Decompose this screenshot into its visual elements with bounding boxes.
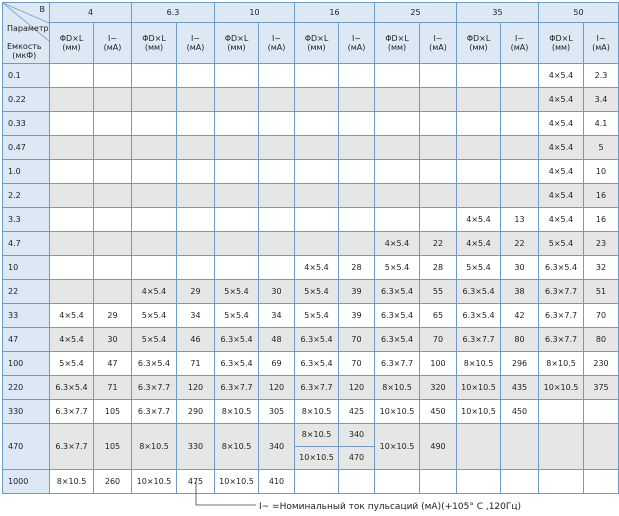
dimension-cell: 6.3×7.7 [295,376,339,400]
current-cell: 30 [94,328,132,352]
dimension-cell [50,208,94,232]
dimension-cell: 4×5.4 [50,328,94,352]
ripple-current-header: I~ (мА) [259,23,295,64]
dimension-header: ΦD×L (мм) [295,23,339,64]
table-row [3,256,619,280]
dimension-cell: 5×5.4 [215,280,259,304]
current-cell [259,160,295,184]
table-row [3,352,619,376]
current-cell: 320 [420,376,457,400]
dimension-cell: 6.3×5.4 [375,280,420,304]
dimension-cell: 5×5.4 [295,280,339,304]
capacitance-cell: 0.22 [3,88,50,112]
current-cell [94,136,132,160]
dimension-cell [375,160,420,184]
current-cell: 435 [501,376,539,400]
current-cell [94,184,132,208]
current-cell: 51 [584,280,619,304]
dimension-cell [132,160,177,184]
current-cell [501,64,539,88]
dimension-cell [132,208,177,232]
current-cell: 30 [501,256,539,280]
footnote-text: I~ =Номинальный ток пульсаций (мА)(+105° C ,120Гц) [259,502,521,512]
dimension-cell [132,232,177,256]
current-cell: 425 [339,400,375,424]
current-cell: 55 [420,280,457,304]
current-cell [501,160,539,184]
dimension-header: ΦD×L (мм) [215,23,259,64]
dimension-cell: 6.3×7.7 [132,400,177,424]
dimension-cell [215,208,259,232]
capacitance-cell: 0.47 [3,136,50,160]
current-cell [339,208,375,232]
current-cell [94,256,132,280]
current-cell [339,160,375,184]
current-cell: 39 [339,304,375,328]
dimension-cell [50,232,94,256]
dimension-cell [132,88,177,112]
dimension-cell: 10×10.5 [457,376,501,400]
dimension-cell [539,400,584,424]
current-cell [339,136,375,160]
dimension-cell: 5×5.4 [215,304,259,328]
dimension-cell [539,424,584,470]
table-row [3,64,619,88]
current-cell: 46 [177,328,215,352]
dimension-cell [215,184,259,208]
dimension-cell [132,136,177,160]
ripple-current-header: I~ (мА) [501,23,539,64]
dimension-cell: 4×5.4 [457,208,501,232]
dimension-cell: 4×5.4 [539,160,584,184]
current-cell [259,256,295,280]
dimension-cell: 4×5.4 [539,64,584,88]
table-row [3,400,619,424]
dimension-cell: 4×5.4 [539,112,584,136]
capacitance-cell: 10 [3,256,50,280]
dimension-cell [457,112,501,136]
footnote-bracket [183,482,263,512]
current-cell: 70 [339,328,375,352]
capacitance-cell: 0.1 [3,64,50,88]
dimension-cell: 4×5.4 [539,184,584,208]
dimension-cell: 8×10.5 [132,424,177,470]
dimension-cell [50,280,94,304]
dimension-cell: 4×5.4 [539,136,584,160]
voltage-header: 6.3 [132,3,215,23]
dimension-cell: 5×5.4 [132,328,177,352]
current-cell: 4.1 [584,112,619,136]
current-cell: 260 [94,470,132,494]
dimension-cell: 10×10.5 [375,424,420,470]
dimension-header: ΦD×L (мм) [132,23,177,64]
dimension-header: ΦD×L (мм) [375,23,420,64]
dimension-cell [50,64,94,88]
dimension-cell: 4×5.4 [295,256,339,280]
current-cell [177,88,215,112]
current-cell: 70 [584,304,619,328]
current-cell: 23 [584,232,619,256]
dimension-cell: 4×5.4 [457,232,501,256]
ripple-current-header: I~ (мА) [584,23,619,64]
dimension-cell [215,64,259,88]
dimension-cell: 6.3×5.4 [539,256,584,280]
current-cell: 3.4 [584,88,619,112]
current-cell [259,64,295,88]
current-cell: 32 [584,256,619,280]
dimension-cell: 10×10.5 [375,400,420,424]
current-cell [339,232,375,256]
dimension-cell: 5×5.4 [132,304,177,328]
capacitance-cell: 220 [3,376,50,400]
current-cell: 5 [584,136,619,160]
current-cell [420,208,457,232]
dimension-cell [215,160,259,184]
dimension-cell: 6.3×7.7 [50,400,94,424]
dimension-cell: 8×10.5 [375,376,420,400]
current-cell: 34 [177,304,215,328]
current-cell: 105 [94,424,132,470]
table-row [3,136,619,160]
current-cell: 100 [420,352,457,376]
current-cell: 296 [501,352,539,376]
ripple-current-header: I~ (мА) [339,23,375,64]
current-cell [177,256,215,280]
dimension-cell: 6.3×5.4 [50,376,94,400]
current-cell: 375 [584,376,619,400]
capacitance-cell: 330 [3,400,50,424]
dimension-cell [295,232,339,256]
current-cell [94,88,132,112]
dimension-cell [375,88,420,112]
dimension-cell: 6.3×5.4 [215,328,259,352]
voltage-header: 50 [539,3,619,23]
current-cell [259,112,295,136]
current-cell: 475 [177,470,215,494]
current-cell: 42 [501,304,539,328]
dimension-cell: 5×5.4 [50,352,94,376]
current-cell [177,136,215,160]
current-cell [339,64,375,88]
current-cell: 65 [420,304,457,328]
dimension-cell [295,136,339,160]
current-cell: 80 [501,328,539,352]
dimension-cell [132,256,177,280]
dimension-cell: 5×5.4 [539,232,584,256]
current-cell: 71 [177,352,215,376]
table-row [3,160,619,184]
ripple-current-header: I~ (мА) [94,23,132,64]
current-cell: 2.3 [584,64,619,88]
current-cell [177,160,215,184]
table-row [3,328,619,352]
current-cell: 16 [584,184,619,208]
header-diagonal-cell [3,3,50,64]
dimension-cell: 8×10.5 [50,470,94,494]
dimension-cell [295,88,339,112]
dimension-cell: 10×10.5 [457,400,501,424]
current-cell: 470 [339,447,375,470]
dimension-cell [215,256,259,280]
dimension-cell: 10×10.5 [539,376,584,400]
current-cell [501,112,539,136]
current-cell [339,88,375,112]
dimension-cell [457,160,501,184]
dimension-cell: 8×10.5 [295,400,339,424]
dimension-cell [375,208,420,232]
current-cell: 28 [420,256,457,280]
dimension-cell [132,112,177,136]
dimension-cell [457,88,501,112]
dimension-cell: 6.3×5.4 [375,328,420,352]
capacitance-cell: 100 [3,352,50,376]
current-cell [420,112,457,136]
dimension-cell: 8×10.5 [215,424,259,470]
current-cell: 80 [584,328,619,352]
dimension-cell [295,160,339,184]
current-cell: 10 [584,160,619,184]
current-cell: 290 [177,400,215,424]
capacitance-cell: 1.0 [3,160,50,184]
current-cell: 69 [259,352,295,376]
current-cell [584,424,619,470]
current-cell: 48 [259,328,295,352]
current-cell: 38 [501,280,539,304]
table-row [3,112,619,136]
current-cell [259,232,295,256]
voltage-header: 25 [375,3,457,23]
dimension-cell [375,184,420,208]
current-cell [584,400,619,424]
dimension-cell: 6.3×7.7 [132,376,177,400]
dimension-cell [295,64,339,88]
dimension-cell [50,88,94,112]
current-cell: 450 [501,400,539,424]
ripple-current-header: I~ (мА) [420,23,457,64]
current-cell [420,64,457,88]
current-cell: 34 [259,304,295,328]
capacitance-cell: 47 [3,328,50,352]
dimension-cell: 6.3×5.4 [132,352,177,376]
current-cell [94,232,132,256]
dimension-cell: 4×5.4 [539,88,584,112]
current-cell: 120 [339,376,375,400]
dimension-cell [132,184,177,208]
dimension-cell: 8×10.5 [539,352,584,376]
current-cell: 13 [501,208,539,232]
current-cell [94,280,132,304]
current-cell [259,136,295,160]
dimension-header: ΦD×L (мм) [50,23,94,64]
current-cell: 47 [94,352,132,376]
dimension-cell [295,208,339,232]
table-row [3,184,619,208]
current-cell: 230 [584,352,619,376]
capacitance-cell: 4.7 [3,232,50,256]
current-cell [177,112,215,136]
dimension-cell: 8×10.5 [295,424,339,447]
dimension-cell [215,232,259,256]
dimension-cell [375,64,420,88]
dimension-cell: 10×10.5 [215,470,259,494]
dimension-cell [295,184,339,208]
current-cell [501,136,539,160]
current-cell [94,64,132,88]
current-cell [94,160,132,184]
current-cell [420,160,457,184]
current-cell [177,184,215,208]
dimension-cell [215,112,259,136]
current-cell [339,112,375,136]
parameter-label: Параметр [7,24,49,33]
dimension-cell [50,136,94,160]
dimension-cell: 6.3×7.7 [457,328,501,352]
dimension-cell [539,470,584,494]
voltage-header: 4 [50,3,132,23]
dimension-cell: 6.3×7.7 [375,352,420,376]
current-cell: 410 [259,470,295,494]
dimension-cell [375,136,420,160]
table-row [3,376,619,400]
current-cell [501,424,539,470]
current-cell [584,470,619,494]
dimension-cell: 8×10.5 [457,352,501,376]
table-row [3,208,619,232]
dimension-cell: 4×5.4 [50,304,94,328]
capacitance-label: Емкость (мкФ) [7,42,42,61]
footnote [183,482,543,512]
current-cell: 330 [177,424,215,470]
table-row [3,424,619,447]
capacitance-cell: 22 [3,280,50,304]
current-cell [94,112,132,136]
dimension-cell: 6.3×7.7 [539,280,584,304]
current-cell: 29 [94,304,132,328]
dimension-cell: 6.3×7.7 [539,328,584,352]
dimension-cell [50,256,94,280]
capacitor-table [2,2,619,494]
current-cell [177,64,215,88]
current-cell: 22 [501,232,539,256]
dimension-header: ΦD×L (мм) [457,23,501,64]
current-cell [177,208,215,232]
current-cell [339,184,375,208]
table-row [3,88,619,112]
current-cell [259,208,295,232]
dimension-header: ΦD×L (мм) [539,23,584,64]
current-cell [420,88,457,112]
current-cell: 71 [94,376,132,400]
current-cell: 340 [339,424,375,447]
current-cell [177,232,215,256]
voltage-header: 35 [457,3,539,23]
dimension-cell: 8×10.5 [215,400,259,424]
dimension-cell [215,136,259,160]
current-cell: 39 [339,280,375,304]
table-row [3,232,619,256]
dimension-cell: 6.3×7.7 [215,376,259,400]
dimension-cell: 5×5.4 [457,256,501,280]
dimension-cell [50,112,94,136]
table-row [3,280,619,304]
current-cell: 105 [94,400,132,424]
dimension-cell [132,64,177,88]
voltage-header: 16 [295,3,375,23]
dimension-cell [375,112,420,136]
dimension-cell: 4×5.4 [539,208,584,232]
current-cell: 70 [339,352,375,376]
dimension-cell: 10×10.5 [132,470,177,494]
current-cell: 340 [259,424,295,470]
current-cell: 120 [177,376,215,400]
current-cell [501,88,539,112]
capacitance-cell: 33 [3,304,50,328]
dimension-cell: 6.3×5.4 [457,304,501,328]
current-cell [420,184,457,208]
voltage-header: 10 [215,3,295,23]
dimension-cell [457,424,501,470]
current-cell: 28 [339,256,375,280]
dimension-cell [457,64,501,88]
dimension-cell: 6.3×7.7 [50,424,94,470]
capacitance-cell: 2.2 [3,184,50,208]
dimension-cell: 6.3×7.7 [539,304,584,328]
dimension-cell: 5×5.4 [375,256,420,280]
capacitance-cell: 0.33 [3,112,50,136]
dimension-cell: 6.3×5.4 [215,352,259,376]
current-cell [259,184,295,208]
dimension-cell: 6.3×5.4 [457,280,501,304]
table-row [3,304,619,328]
current-cell: 70 [420,328,457,352]
current-cell [94,208,132,232]
dimension-cell: 5×5.4 [295,304,339,328]
current-cell: 305 [259,400,295,424]
current-cell: 120 [259,376,295,400]
capacitance-cell: 3.3 [3,208,50,232]
dimension-cell: 6.3×5.4 [295,328,339,352]
capacitance-cell: 470 [3,424,50,470]
dimension-cell: 4×5.4 [132,280,177,304]
current-cell: 29 [177,280,215,304]
current-cell [501,184,539,208]
current-cell: 22 [420,232,457,256]
dimension-cell [215,88,259,112]
current-cell [420,136,457,160]
dimension-cell: 6.3×5.4 [295,352,339,376]
dimension-cell [50,184,94,208]
dimension-cell: 4×5.4 [375,232,420,256]
current-cell: 16 [584,208,619,232]
voltage-unit-label: В [39,5,45,14]
dimension-cell [457,136,501,160]
dimension-cell [457,184,501,208]
current-cell [259,88,295,112]
dimension-cell: 6.3×5.4 [375,304,420,328]
ripple-current-header: I~ (мА) [177,23,215,64]
dimension-cell: 10×10.5 [295,447,339,470]
capacitance-cell: 1000 [3,470,50,494]
current-cell: 30 [259,280,295,304]
current-cell: 450 [420,400,457,424]
current-cell: 490 [420,424,457,470]
dimension-cell [295,112,339,136]
dimension-cell [50,160,94,184]
